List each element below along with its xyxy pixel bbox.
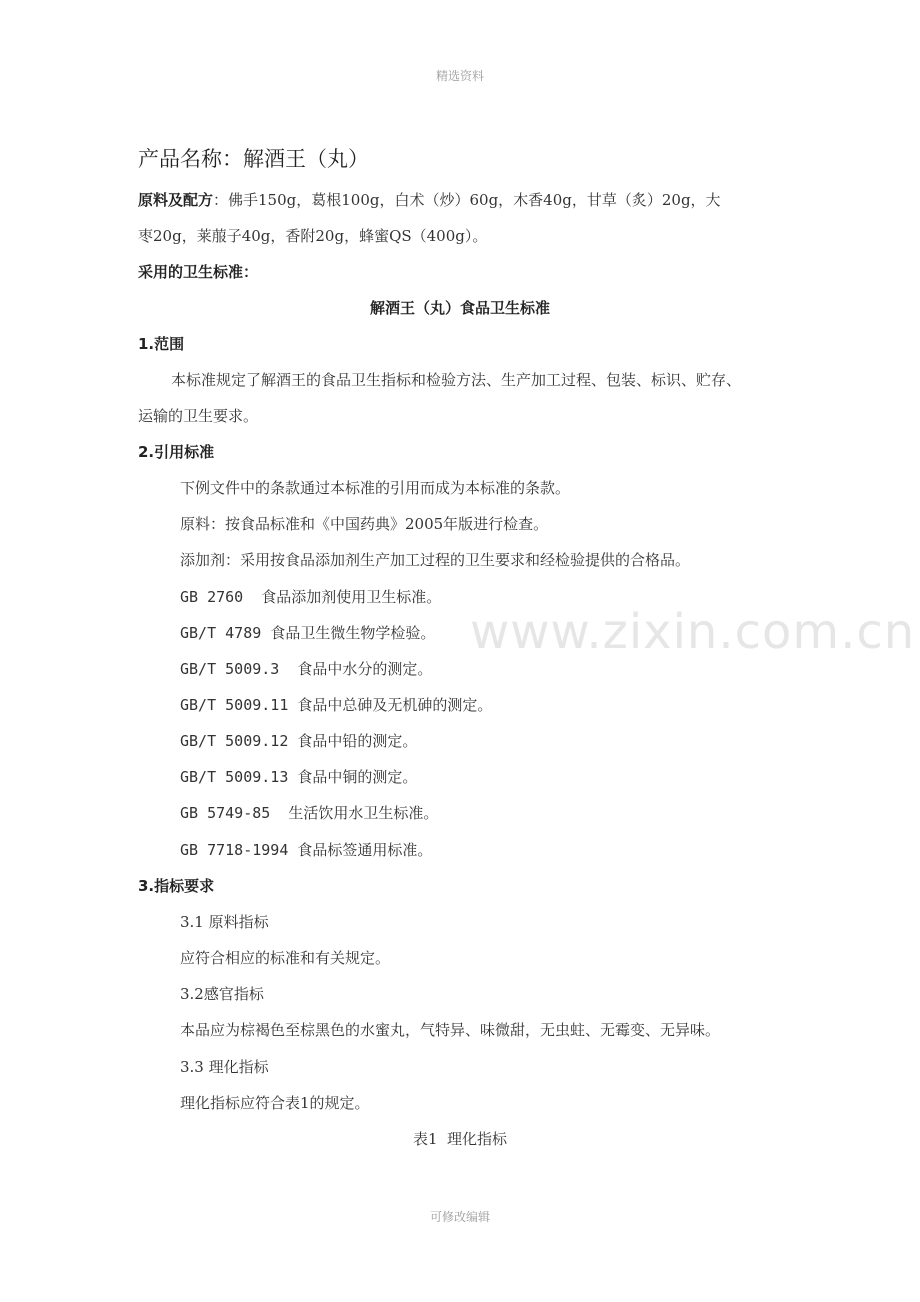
reference-code: GB 7718-1994 [180,841,298,859]
section-3-2-text: 本品应为棕褐色至棕黑色的水蜜丸，气特异、味微甜，无虫蛀、无霉变、无异味。 [180,1021,721,1039]
reference-code: GB/T 5009.3 [180,660,298,678]
reference-text: 食品中铜的测定。 [297,768,418,786]
reference-item [180,659,432,679]
watermark: www.zixin.com.cn [470,604,916,660]
ingredients-label: 原料及配方 [138,191,214,209]
page-header: 精选资料 [435,69,484,83]
document-title: 解酒王（丸）食品卫生标准 [369,299,550,317]
section-3-3-heading: 3.3 理化指标 [180,1058,269,1076]
section-2-heading: 2.引用标准 [138,443,215,461]
section-3-heading: 3.指标要求 [138,877,215,895]
reference-text: 食品中铅的测定。 [297,732,418,750]
reference-code: GB/T 5009.12 [180,732,298,750]
page-footer: 可修改编辑 [429,1210,490,1224]
section-3-3-text: 理化指标应符合表1的规定。 [180,1094,370,1112]
reference-item [180,587,441,607]
section-3-1-heading: 3.1 原料指标 [180,913,269,931]
section-2-paragraph-2: 原料：按食品标准和《中国药典》2005年版进行检查。 [180,515,549,533]
reference-text: 食品标签通用标准。 [297,841,433,859]
reference-text: 生活饮用水卫生标准。 [288,804,439,822]
reference-code: GB 2760 [180,588,262,606]
section-3-2-heading: 3.2感官指标 [180,985,264,1003]
product-title: 产品名称：解酒王（丸） [138,147,369,171]
ingredients-line-2: 枣20g，莱菔子40g，香附20g，蜂蜜QS（400g）。 [138,227,488,245]
section-1-paragraph-2: 运输的卫生要求。 [138,407,259,425]
reference-item [180,803,438,823]
reference-text: 食品添加剂使用卫生标准。 [261,588,442,606]
reference-item [180,767,417,787]
ingredients-text-1: ：佛手150g，葛根100g，白术（炒）60g，木香40g，甘草（炙）20g，大 [213,191,721,209]
section-3-1-text: 应符合相应的标准和有关规定。 [180,949,391,967]
reference-code: GB 5749-85 [180,804,289,822]
reference-text: 食品中总砷及无机砷的测定。 [297,696,493,714]
reference-item [180,731,417,751]
reference-text: 食品卫生微生物学检验。 [270,624,436,642]
reference-item [180,840,432,860]
reference-item [180,695,492,715]
ingredients-line-1 [138,190,721,210]
section-2-paragraph-3: 添加剂：采用按食品添加剂生产加工过程的卫生要求和经检验提供的合格品。 [180,551,691,569]
reference-code: GB/T 5009.13 [180,768,298,786]
section-2-paragraph-1: 下例文件中的条款通过本标准的引用而成为本标准的条款。 [180,479,571,497]
reference-text: 食品中水分的测定。 [297,660,433,678]
standard-label: 采用的卫生标准： [138,263,259,281]
reference-code: GB/T 5009.11 [180,696,298,714]
reference-code: GB/T 4789 [180,624,271,642]
section-1-heading: 1.范围 [138,335,185,353]
reference-item [180,623,435,643]
section-1-paragraph-1: 本标准规定了解酒王的食品卫生指标和检验方法、生产加工过程、包装、标识、贮存、 [171,371,742,389]
table-caption: 表1 理化指标 [412,1130,508,1148]
